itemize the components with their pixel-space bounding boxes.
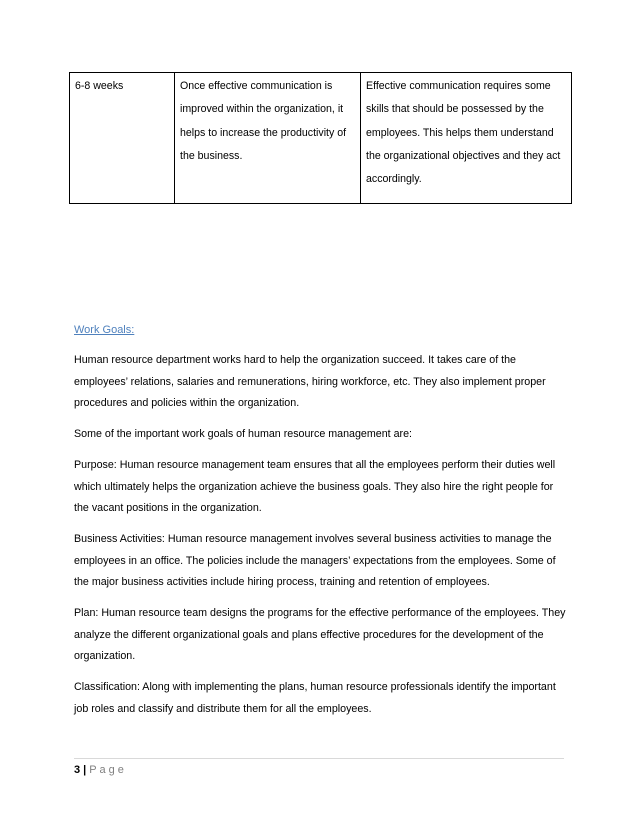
goals-lead-paragraph: Some of the important work goals of human resource management are: xyxy=(74,428,413,441)
classification-paragraph: Classification: Along with implementing the plans, human resource professionals identify the important job roles and classify and distribute them for all the employees. xyxy=(74,681,556,715)
benefit-cell: Once effective communication is improved within the organization, it helps to increase the productivity of the business. xyxy=(175,73,361,204)
requirement-cell: Effective communication requires some skills that should be possessed by the employees. This helps them understand the organizational objectives and they act accordingly. xyxy=(361,73,572,204)
plan-paragraph: Plan: Human resource team designs the programs for the effective performance of the employees. They analyze the different organizational goals and plans effective procedures for the development of the organization. xyxy=(74,607,566,663)
intro-paragraph: Human resource department works hard to help the organization succeed. It takes care of the employees’ relations, salaries and remunerations, hiring workforce, etc. They also implement proper procedures and policies within the organization. xyxy=(74,354,546,410)
plan-table xyxy=(69,72,572,204)
page-number: 3 xyxy=(74,764,81,776)
page-label: Page xyxy=(89,764,127,776)
footer-separator: | xyxy=(83,764,87,776)
work-goals-section xyxy=(74,319,569,730)
section-heading: Work Goals: xyxy=(74,324,135,336)
business-activities-paragraph: Business Activities: Human resource management involves several business activities to manage the employees in an office. The policies include the managers’ expectations from the employees. Some of the major business activities include hiring process, training and retention of employees. xyxy=(74,532,556,589)
page-footer xyxy=(74,758,564,778)
purpose-paragraph: Purpose: Human resource management team ensures that all the employees perform their duties well which ultimately helps the organization achieve the business goals. They also hire the right people for the vacant positions in the organization. xyxy=(74,458,556,515)
duration-cell: 6-8 weeks xyxy=(70,73,175,204)
table-row xyxy=(70,73,572,204)
